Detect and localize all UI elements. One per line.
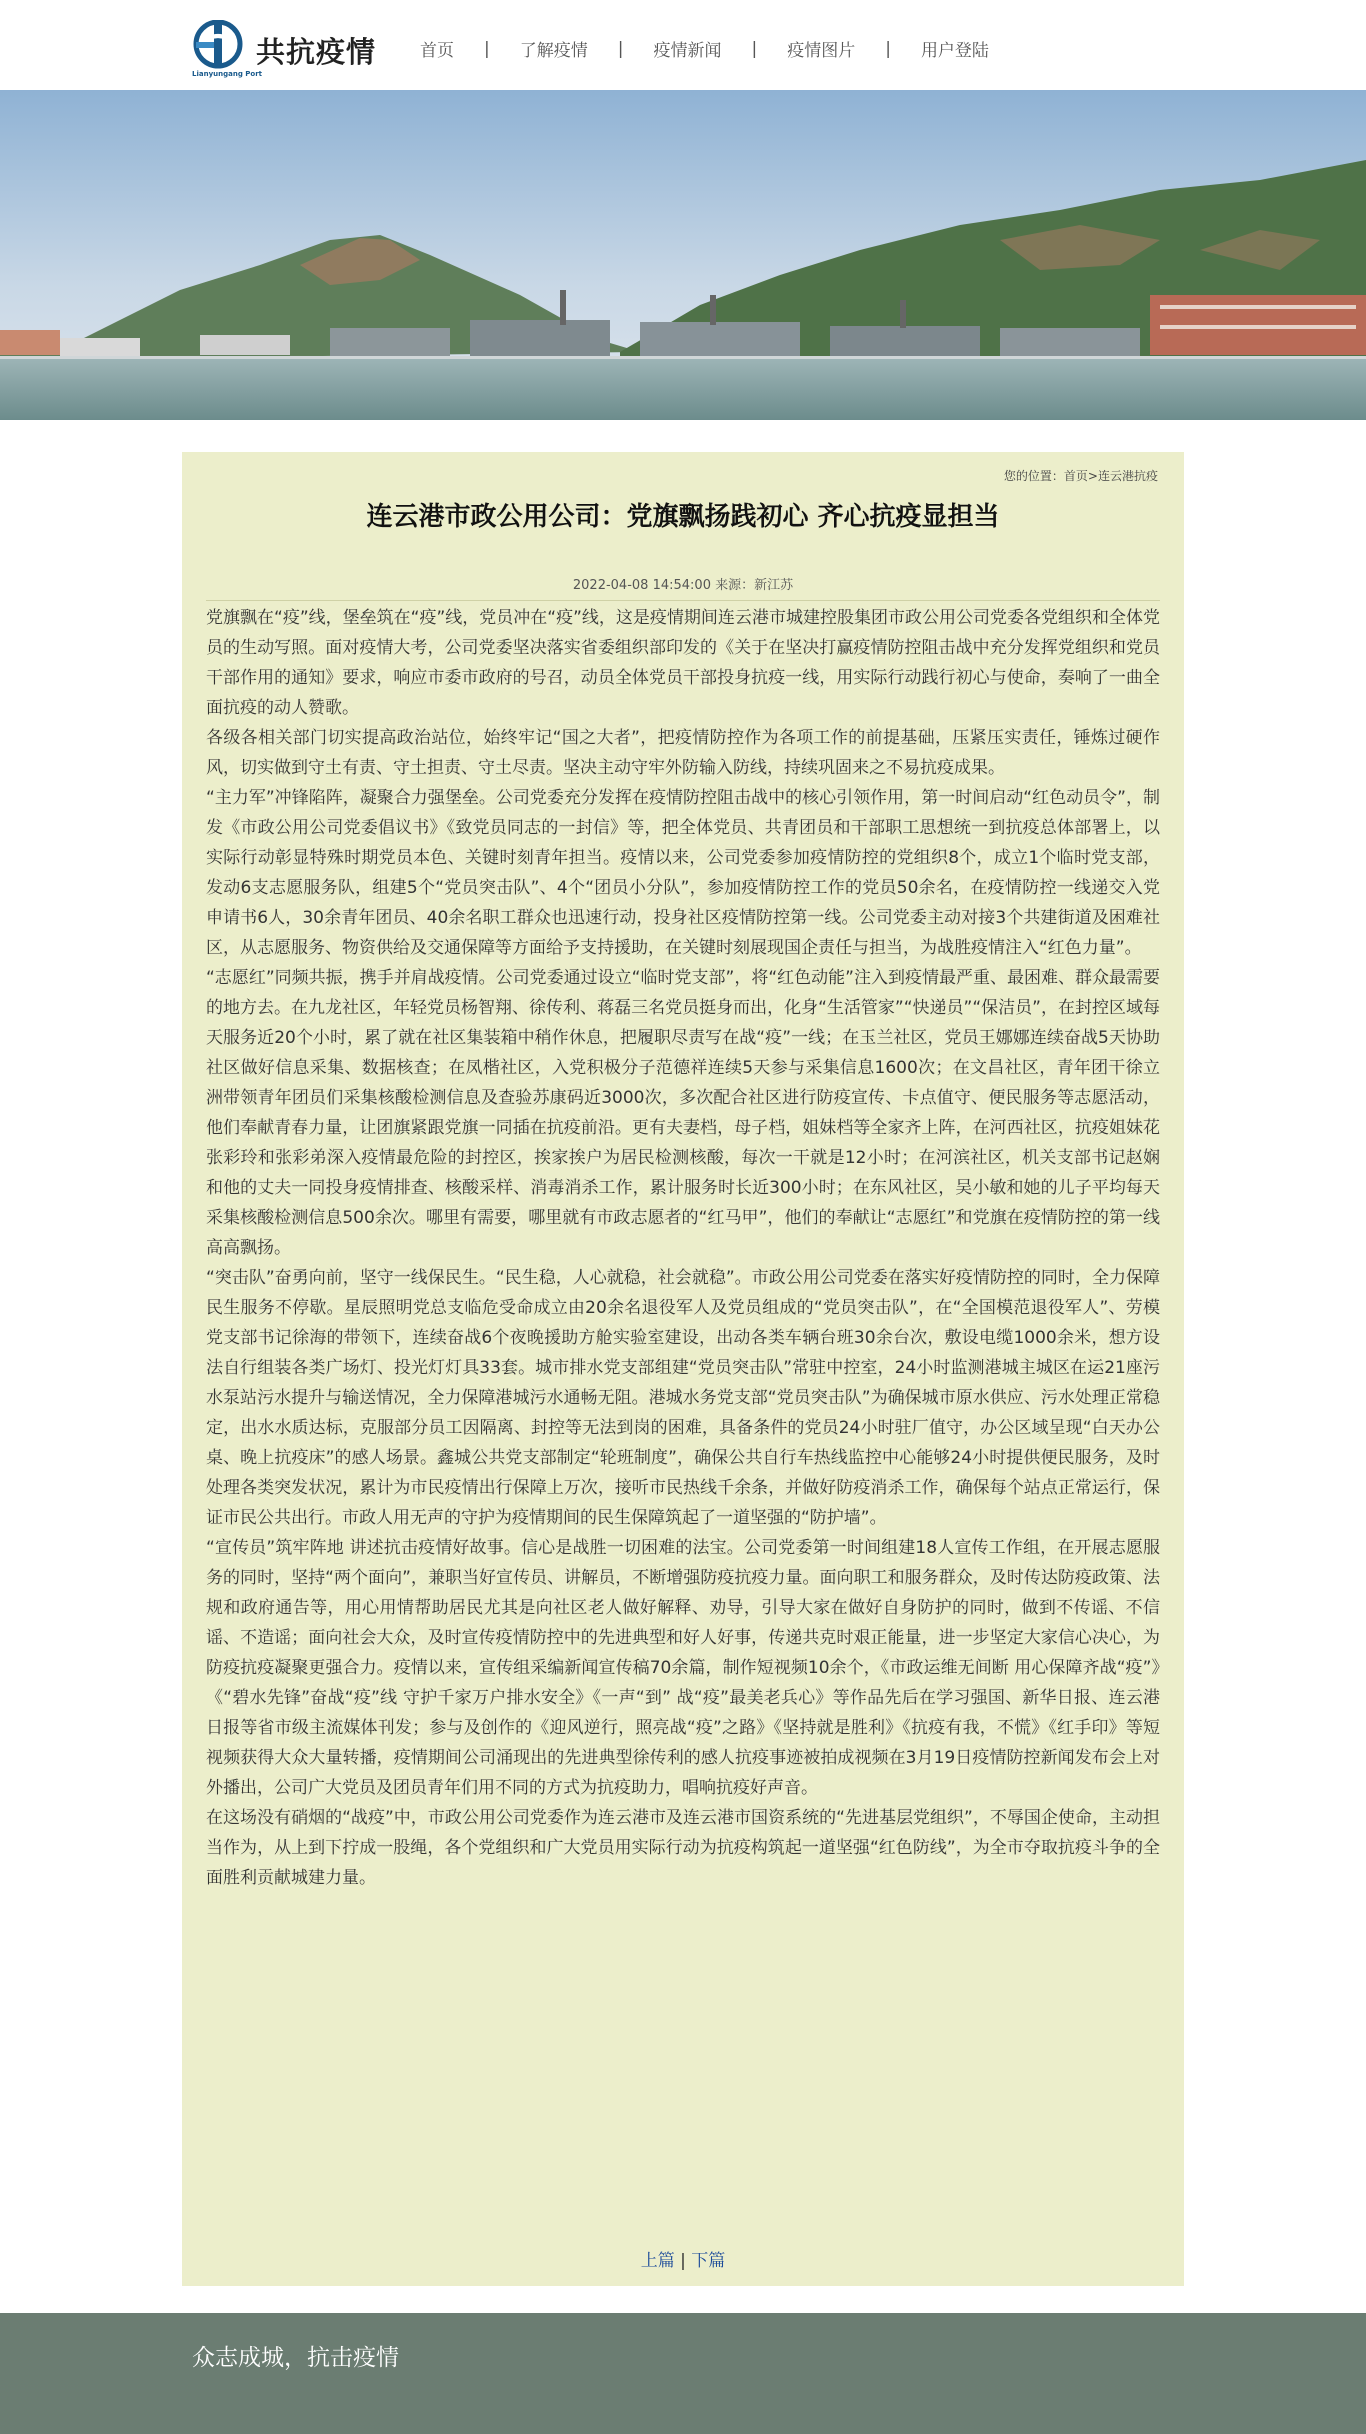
nav-separator: | xyxy=(885,38,891,59)
nav-epidemic-news[interactable]: 疫情新闻 xyxy=(653,41,722,61)
article-paragraph: “主力军”冲锋陷阵，凝聚合力强堡垒。公司党委充分发挥在疫情防控阻击战中的核心引领作用，第一时间启动“红色动员令”，制发《市政公用公司党委倡议书》《致党员同志的一封信》等，把全体党员、共青团员和干部职工思想统一到抗疫总体部署上，以实际行动彰显特殊时期党员本色、关键时刻青年担当。疫情以来，公司党委参加疫情防控的党组织8个，成立1个临时党支部，发动6支志愿服务队，组建5个“党员突击队”、4个“团员小分队”，参加疫情防控工作的党员50余名，在疫情防控一线递交入党申请书6人，30余青年团员、40余名职工群众也迅速行动，投身社区疫情防控第一线。公司党委主动对接3个共建街道及困难社区，从志愿服务、物资供给及交通保障等方面给予支持援助，在关键时刻展现国企责任与担当，为战胜疫情注入“红色力量”。 xyxy=(206,788,1160,958)
article-paragraph: 各级各相关部门切实提高政治站位，始终牢记“国之大者”，把疫情防控作为各项工作的前提基础，压紧压实责任，锤炼过硬作风，切实做到守土有责、守土担责、守土尽责。坚决主动守牢外防输入防线，持续巩固来之不易抗疫成果。 xyxy=(206,728,1160,778)
harbor-landscape-image xyxy=(0,90,1366,420)
logo-subtitle: Lianyungang Port xyxy=(192,70,262,78)
divider xyxy=(206,600,1160,601)
article-meta: 2022-04-08 14:54:00 来源：新江苏 xyxy=(572,578,794,593)
pager-separator: | xyxy=(674,2251,692,2271)
logo-icon xyxy=(192,20,246,70)
breadcrumb xyxy=(1004,467,1158,484)
site-logo[interactable] xyxy=(192,20,382,78)
article-paragraph: “突击队”奋勇向前，坚守一线保民生。“民生稳，人心就稳，社会就稳”。市政公用公司党委在落实好疫情防控的同时，全力保障民生服务不停歇。星辰照明党总支临危受命成立由20余名退役军人及党员组成的“党员突击队”，在“全国模范退役军人”、劳模党支部书记徐海的带领下，连续奋战6个夜晚援助方舱实验室建设，出动各类车辆台班30余台次，敷设电缆1000余米，想方设法自行组装各类广场灯、投光灯灯具33套。城市排水党支部组建“党员突击队”常驻中控室，24小时监测港城主城区在运21座污水泵站污水提升与输送情况，全力保障港城污水通畅无阻。港城水务党支部“党员突击队”为确保城市原水供应、污水处理正常稳定，出水水质达标，克服部分员工因隔离、封控等无法到岗的困难，具备条件的党员24小时驻厂值守，办公区域呈现“白天办公桌、晚上抗疫床”的感人场景。鑫城公共党支部制定“轮班制度”，确保公共自行车热线监控中心能够24小时提供便民服务，及时处理各类突发状况，累计为市民疫情出行保障上万次，接听市民热线千余条，并做好防疫消杀工作，确保每个站点正常运行，保证市民公共出行。市政人用无声的守护为疫情期间的民生保障筑起了一道坚强的“防护墙”。 xyxy=(206,1268,1160,1528)
header xyxy=(0,0,1366,90)
article-paragraph: “志愿红”同频共振，携手并肩战疫情。公司党委通过设立“临时党支部”，将“红色动能”注入到疫情最严重、最困难、群众最需要的地方去。在九龙社区，年轻党员杨智翔、徐传利、蒋磊三名党员挺身而出，化身“生活管家”“快递员”“保洁员”，在封控区域每天服务近20个小时，累了就在社区集装箱中稍作休息，把履职尽责写在战“疫”一线；在玉兰社区，党员王娜娜连续奋战5天协助社区做好信息采集、数据核查；在凤楷社区，入党积极分子范德祥连续5天参与采集信息1600次；在文昌社区，青年团干徐立洲带领青年团员们采集核酸检测信息及查验苏康码近3000次，多次配合社区进行防疫宣传、卡点值守、便民服务等志愿活动，他们奉献青春力量，让团旗紧跟党旗一同插在抗疫前沿。更有夫妻档，母子档，姐妹档等全家齐上阵，在河西社区，抗疫姐妹花张彩玲和张彩弟深入疫情最危险的封控区，挨家挨户为居民检测核酸，每次一干就是12小时；在河滨社区，机关支部书记赵娴和他的丈夫一同投身疫情排查、核酸采样、消毒消杀工作，累计服务时长近300小时；在东风社区，吴小敏和她的儿子平均每天采集核酸检测信息500余次。哪里有需要，哪里就有市政志愿者的“红马甲”，他们的奉献让“志愿红”和党旗在疫情防控的第一线高高飘扬。 xyxy=(206,968,1160,1258)
article-paragraph: 党旗飘在“疫”线，堡垒筑在“疫”线，党员冲在“疫”线，这是疫情期间连云港市城建控股集团市政公用公司党委各党组织和全体党员的生动写照。面对疫情大考，公司党委坚决落实省委组织部印发的《关于在坚决打赢疫情防控阻击战中充分发挥党组织和党员干部作用的通知》要求，响应市委市政府的号召，动员全体党员干部投身抗疫一线，用实际行动践行初心与使命，奏响了一曲全面抗疫的动人赞歌。 xyxy=(206,608,1160,718)
nav-about-epidemic[interactable]: 了解疫情 xyxy=(519,41,588,61)
article-title: 连云港市政公用公司：党旗飘扬践初心 齐心抗疫显担当 xyxy=(366,502,1000,532)
nav-epidemic-photos[interactable]: 疫情图片 xyxy=(787,41,856,61)
breadcrumb-separator: > xyxy=(1087,469,1098,483)
breadcrumb-current-link[interactable]: 连云港抗疫 xyxy=(1097,469,1158,483)
nav-user-login[interactable]: 用户登陆 xyxy=(920,41,989,61)
next-article-link[interactable]: 下篇 xyxy=(691,2251,726,2271)
nav-separator: | xyxy=(484,38,490,59)
nav-separator: | xyxy=(617,38,624,59)
footer-slogan: 众志成城，抗击疫情 xyxy=(192,2345,399,2371)
logo-text: 共抗疫情 xyxy=(256,35,377,69)
prev-article-link[interactable]: 上篇 xyxy=(640,2251,675,2271)
banner-image xyxy=(0,90,1366,420)
breadcrumb-home-link[interactable]: 首页 xyxy=(1063,469,1088,483)
article-paragraph: 在这场没有硝烟的“战疫”中，市政公用公司党委作为连云港市及连云港市国资系统的“先进基层党组织”，不辱国企使命，主动担当作为，从上到下拧成一股绳，各个党组织和广大党员用实际行动为抗疫构筑起一道坚强“红色防线”，为全市夺取抗疫斗争的全面胜利贡献城建力量。 xyxy=(206,1808,1160,1888)
nav-home[interactable]: 首页 xyxy=(420,41,454,61)
article-paragraph: “宣传员”筑牢阵地 讲述抗击疫情好故事。信心是战胜一切困难的法宝。公司党委第一时间组建18人宣传工作组，在开展志愿服务的同时，坚持“两个面向”，兼职当好宣传员、讲解员，不断增强防疫抗疫力量。面向职工和服务群众，及时传达防疫政策、法规和政府通告等，用心用情帮助居民尤其是向社区老人做好解释、劝导，引导大家在做好自身防护的同时，做到不传谣、不信谣、不造谣；面向社会大众，及时宣传疫情防控中的先进典型和好人好事，传递共克时艰正能量，进一步坚定大家信心决心，为防疫抗疫凝聚更强合力。疫情以来，宣传组采编新闻宣传稿70余篇，制作短视频10余个，《市政运维无间断 用心保障齐战“疫”》《“碧水先锋”奋战“疫”线 守护千家万户排水安全》《一声“到” 战“疫”最美老兵心》等作品先后在学习强国、新华日报、连云港日报等省市级主流媒体刊发；参与及创作的《迎风逆行，照亮战“疫”之路》《坚持就是胜利》《抗疫有我，不慌》《红手印》等短视频获得大众大量转播，疫情期间公司涌现出的先进典型徐传利的感人抗疫事迹被拍成视频在3月19日疫情防控新闻发布会上对外播出，公司广大党员及团员青年们用不同的方式为抗疫助力，唱响抗疫好声音。 xyxy=(206,1538,1160,1798)
nav-separator: | xyxy=(751,38,758,59)
article-panel xyxy=(182,452,1184,2286)
main-nav xyxy=(420,36,989,61)
article-body xyxy=(206,603,1160,1893)
article-pager xyxy=(182,2246,1184,2271)
footer xyxy=(0,2313,1366,2434)
breadcrumb-prefix: 您的位置： xyxy=(1003,469,1064,483)
